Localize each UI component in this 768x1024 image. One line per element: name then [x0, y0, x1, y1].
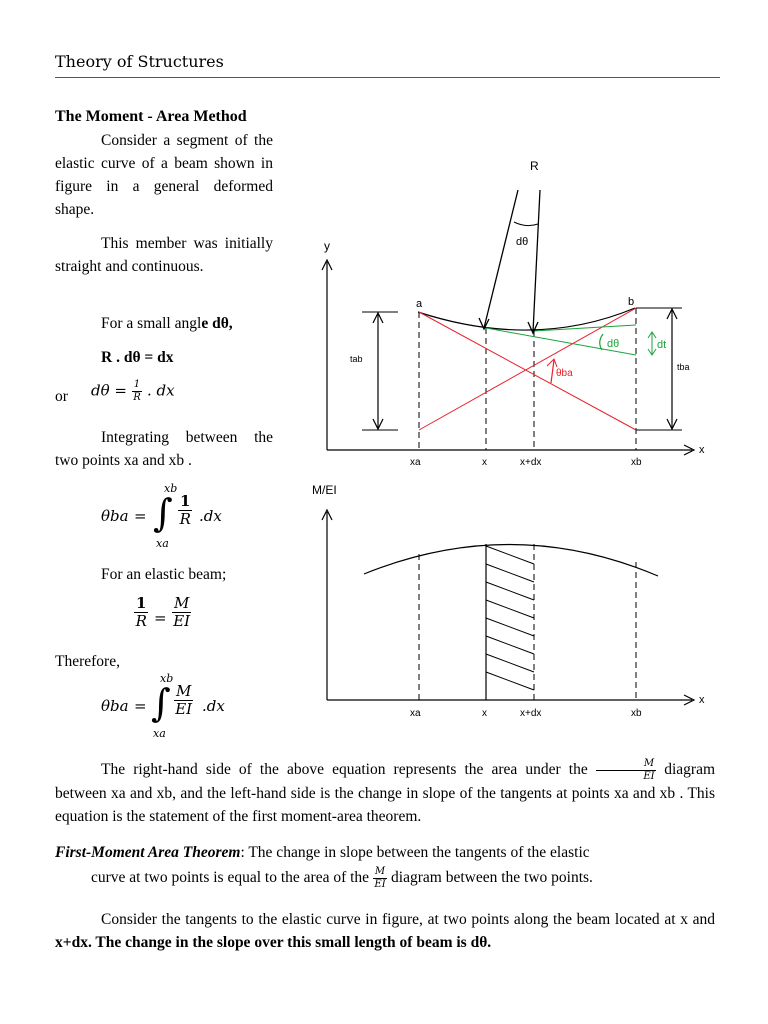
fraction-1-over-r: [178, 494, 192, 527]
tangent-at-xdx: [534, 325, 636, 331]
dt-label: dt: [657, 339, 667, 351]
dx-term-2: .dx: [202, 697, 225, 715]
m-ei-x-label: x: [699, 694, 705, 706]
m-ei-curve: [364, 544, 658, 576]
denominator: EI: [175, 699, 193, 718]
tangent-at-b: [419, 308, 636, 430]
m-ei-diagram: [300, 478, 720, 728]
point-b-label: b: [628, 296, 635, 308]
denominator: R: [135, 611, 147, 630]
theorem-line-2: [91, 866, 593, 890]
integrating-paragraph: Integrating between the two points xa and xb .: [55, 429, 273, 469]
section-title: The Moment - Area Method: [55, 108, 247, 125]
xb-label: xb: [631, 457, 642, 468]
x-label: x: [482, 457, 487, 468]
numerator: 1: [136, 594, 147, 612]
theta-ba-label: θba: [556, 368, 573, 379]
m-ei-xdx-label: x+dx: [520, 708, 542, 719]
therefore-label: Therefore,: [55, 653, 120, 670]
theorem-line-1: [55, 841, 715, 864]
numerator: 1: [180, 492, 191, 510]
dtheta-label: dθ: [516, 236, 529, 248]
theta-ba-symbol-1: θba: [101, 507, 129, 525]
equals-1: =: [134, 507, 147, 525]
equation-r-dtheta: R . dθ = dx: [101, 349, 174, 366]
denominator: R: [179, 509, 191, 528]
fraction-m-over-ei-2: [174, 684, 193, 717]
or-label: or: [55, 388, 68, 405]
member-paragraph: This member was initially straight and continuous.: [55, 235, 273, 275]
elastic-curve-figure: [300, 150, 720, 480]
tba-label: tba: [677, 362, 690, 372]
radius-line-2: [533, 190, 540, 332]
theta-ba-symbol-2: θba: [101, 697, 129, 715]
denominator: R: [133, 391, 141, 403]
rhs-paragraph: [55, 758, 715, 828]
dtheta-green-label: dθ: [607, 338, 620, 350]
fraction-1-over-r-b: [134, 596, 148, 629]
xdx-label: x+dx: [520, 457, 542, 468]
intro-paragraph: Consider a segment of the elastic curve of a beam shown in figure in a general deformed shape.: [55, 132, 273, 218]
numerator: M: [374, 866, 386, 878]
fraction-m-over-ei: [172, 596, 191, 629]
small-angle-bold: e dθ,: [201, 315, 233, 332]
strip-hatching: [486, 546, 534, 690]
tangents-bold-text: x+dx. The change in the slope over this small length of beam is dθ.: [55, 934, 492, 951]
tangents-paragraph: [55, 908, 715, 954]
radius-line-1: [484, 190, 518, 328]
numerator: M: [176, 682, 192, 700]
m-ei-x-pos-label: x: [482, 708, 487, 719]
m-over-ei-fraction: [596, 759, 656, 782]
integral-sign-2: ∫: [151, 681, 171, 725]
upper-limit-2: xb: [160, 672, 174, 685]
tangents-text: Consider the tangents to the elastic curve in figure, at two points along the beam located at x and: [101, 911, 715, 928]
theta-ba-arc: [551, 360, 554, 383]
numerator: M: [596, 759, 656, 771]
theorem-text-b: curve at two points is equal to the area of the: [91, 869, 370, 886]
theorem-fraction: [373, 867, 387, 890]
equation-dtheta: [91, 380, 175, 403]
rhs-text-a: The right-hand side of the above equation represents the area under the: [101, 761, 588, 778]
radius-r-label: R: [530, 159, 539, 173]
theorem-text-a: : The change in slope between the tangents of the elastic: [240, 844, 590, 861]
theorem-text-c: diagram between the two points.: [391, 869, 593, 886]
theorem-title: First-Moment Area Theorem: [55, 844, 241, 861]
equals-2: =: [154, 609, 167, 627]
equals-sign: =: [114, 381, 127, 400]
integral-sign-1: ∫: [153, 491, 173, 535]
lower-limit-1: xa: [156, 537, 169, 550]
elastic-beam-line: For an elastic beam;: [101, 566, 227, 583]
denominator: EI: [643, 770, 655, 782]
dx-term: . dx: [146, 381, 175, 400]
m-ei-xb-label: xb: [631, 708, 642, 719]
m-ei-axis-label: M/EI: [312, 483, 337, 497]
point-a-label: a: [416, 298, 423, 310]
header-rule: [55, 77, 720, 78]
lower-limit-2: xa: [153, 727, 166, 740]
numerator: 1: [133, 379, 141, 390]
equals-3: =: [134, 697, 147, 715]
page-header: Theory of Structures: [55, 52, 224, 71]
theta-ba-arrowhead: [547, 359, 557, 367]
denominator: EI: [374, 878, 386, 890]
dtheta-arc: [514, 222, 538, 226]
dtheta-green-arc: [600, 334, 603, 350]
numerator: M: [174, 594, 190, 612]
y-axis-label: y: [324, 239, 330, 253]
xa-label: xa: [410, 457, 421, 468]
dx-term-1: .dx: [199, 507, 222, 525]
rhs-text-b: diagram between xa and xb, and the left-hand side is the change in slope of the tangents at points xa and xb . This equation is the statement of the first moment-area theorem.: [55, 761, 716, 825]
denominator: EI: [173, 611, 191, 630]
tab-label: tab: [350, 354, 363, 364]
x-axis-label: x: [699, 444, 705, 456]
fraction-one-over-r: [132, 380, 142, 403]
small-angle-text: For a small angl: [101, 315, 202, 332]
small-angle-line: [101, 312, 233, 335]
m-ei-xa-label: xa: [410, 708, 421, 719]
dtheta-symbol: dθ: [91, 381, 110, 400]
upper-limit-1: xb: [164, 482, 178, 495]
